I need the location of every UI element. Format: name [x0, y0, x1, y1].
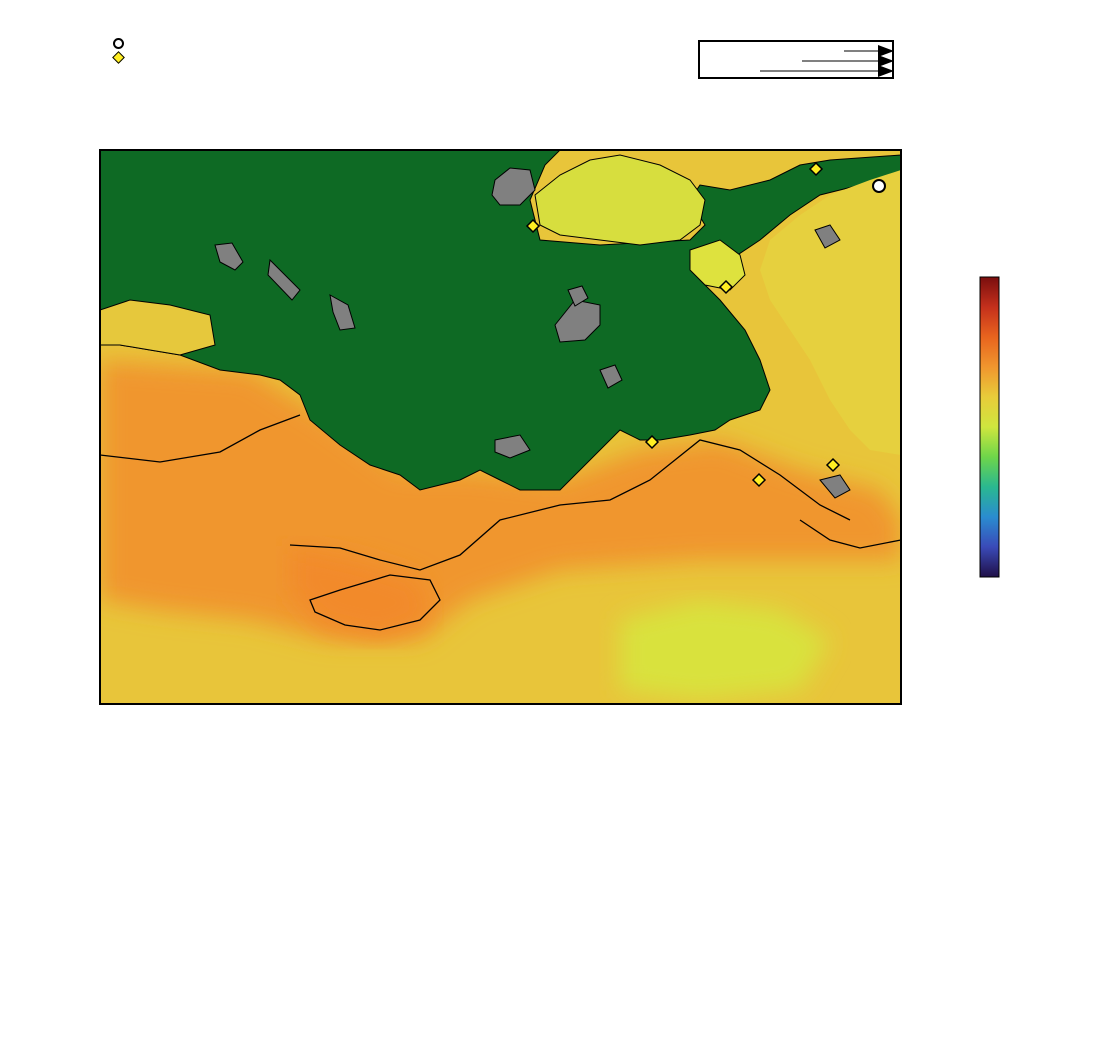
colorbar	[960, 266, 1080, 591]
usm-station-1	[873, 180, 885, 192]
colorbar-gradient	[980, 277, 999, 577]
